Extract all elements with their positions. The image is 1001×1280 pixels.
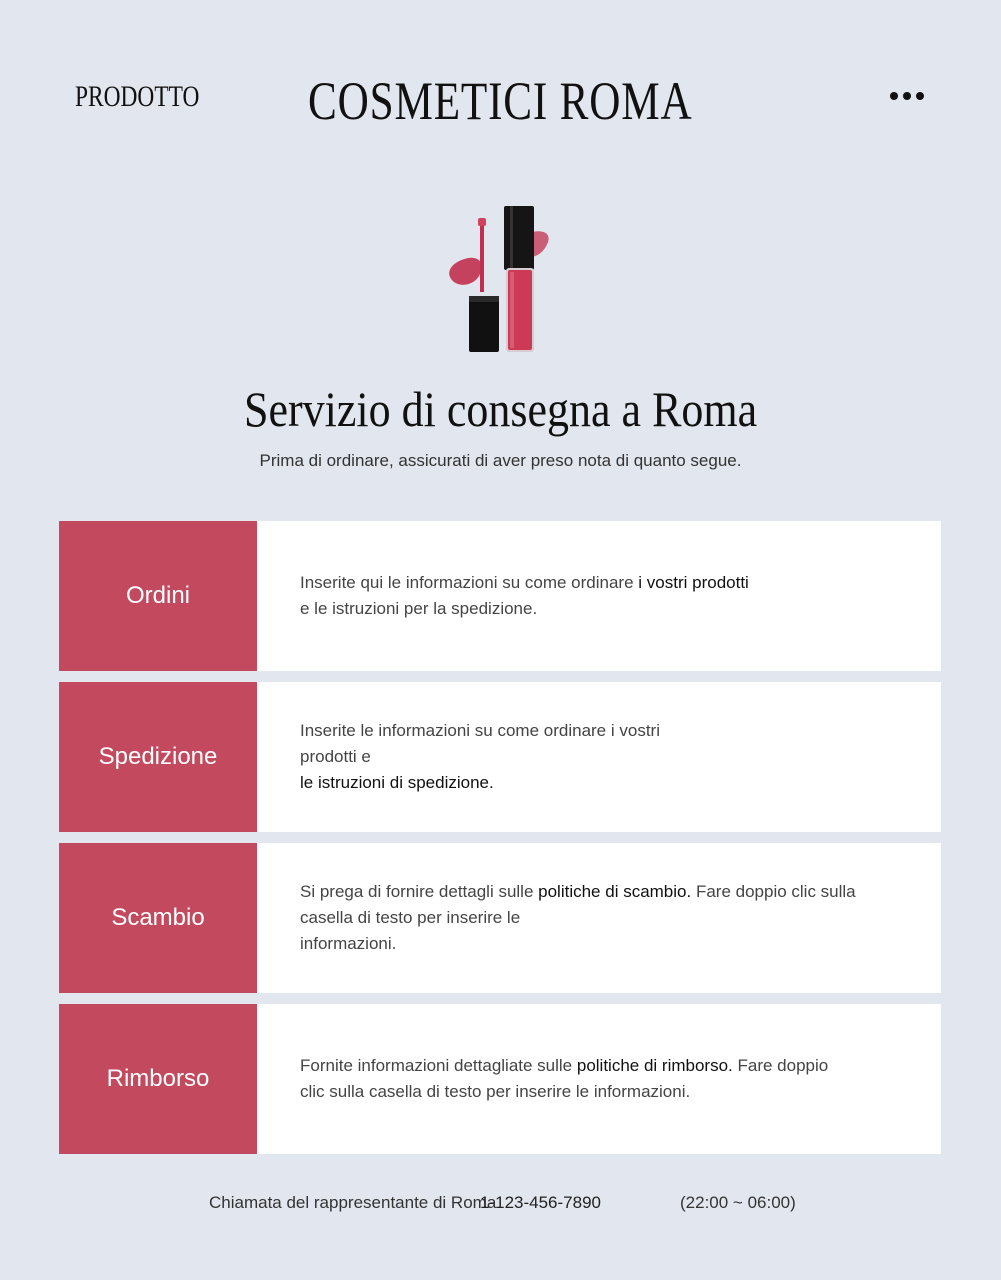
dot (903, 92, 911, 100)
brand-title (0, 70, 1001, 132)
footer-hours: (22:00 ~ 06:00) (680, 1193, 796, 1212)
row-text-segment: Fare doppio (732, 1056, 829, 1075)
row-text-segment: Inserite qui le informazioni su come ordinare (300, 573, 639, 592)
row-text-box[interactable] (257, 1004, 941, 1154)
row-text-segment: Si prega di fornire dettagli sulle (300, 882, 539, 901)
row-label: Ordini (59, 521, 257, 671)
row-label: Scambio (59, 843, 257, 993)
info-row (59, 1004, 941, 1154)
footer-phone[interactable]: 1-123-456-7890 (480, 1193, 601, 1212)
row-text-segment: Inserite le informazioni su come ordinare i vostri (300, 721, 660, 740)
row-text-box[interactable] (257, 521, 941, 671)
row-text-emphasis: politiche di rimborso. (576, 1056, 733, 1075)
info-row (59, 521, 941, 671)
row-text-segment: prodotti e (300, 747, 371, 766)
dot (916, 92, 924, 100)
brand-title-text: COSMETICI ROMA (308, 71, 693, 131)
row-text-segment: Fare doppio clic sulla (691, 882, 856, 901)
info-row (59, 843, 941, 993)
subline: Prima di ordinare, assicurati di aver preso nota di quanto segue. (259, 451, 742, 470)
footer-call-label: Chiamata del rappresentante di Roma (209, 1193, 497, 1212)
row-text-emphasis: le istruzioni di spedizione. (300, 773, 494, 792)
dot (890, 92, 898, 100)
more-dots-icon[interactable] (890, 92, 924, 100)
row-label: Rimborso (59, 1004, 257, 1154)
headline (0, 380, 1001, 438)
row-text-box[interactable] (257, 682, 941, 832)
row-text (300, 1053, 828, 1105)
header-left-label[interactable]: PRODOTTO (75, 80, 200, 113)
lipstick-product-image (440, 200, 562, 360)
row-label: Spedizione (59, 682, 257, 832)
row-text (300, 570, 749, 622)
headline-text: Servizio di consegna a Roma (243, 381, 758, 437)
row-text (300, 718, 660, 796)
info-row (59, 682, 941, 832)
row-text-emphasis: politiche di scambio. (538, 882, 692, 901)
row-text-segment: Fornite informazioni dettagliate sulle (300, 1056, 577, 1075)
row-text-segment: casella di testo per inserire le (300, 908, 521, 927)
row-text-segment: e le istruzioni per la spedizione. (300, 599, 538, 618)
row-text (300, 879, 856, 957)
row-text-box[interactable] (257, 843, 941, 993)
row-text-segment: informazioni. (300, 934, 397, 953)
row-text-emphasis: i vostri prodotti (638, 573, 749, 592)
row-text-segment: clic sulla casella di testo per inserire le informazioni. (300, 1082, 691, 1101)
info-rows (59, 521, 941, 1165)
